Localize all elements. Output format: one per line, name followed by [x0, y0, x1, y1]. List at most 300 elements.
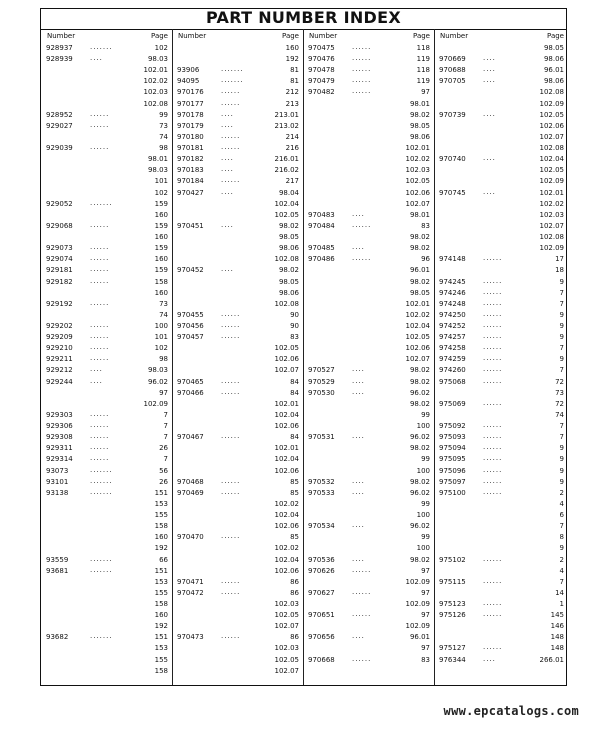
- index-row: [303, 410, 434, 420]
- index-row: [172, 477, 303, 487]
- index-row: [434, 454, 568, 464]
- leader-dots: ....: [90, 54, 103, 63]
- index-row: [434, 521, 568, 531]
- leader-dots: ......: [221, 487, 241, 496]
- page-reference: 192: [285, 55, 299, 64]
- part-number: 970178: [177, 110, 204, 119]
- index-row: [172, 121, 303, 131]
- index-row: [303, 76, 434, 86]
- page-reference: 98.02: [409, 399, 430, 408]
- index-row: [434, 199, 568, 209]
- page-reference: 96.02: [409, 433, 430, 442]
- page-reference: 81: [290, 66, 299, 75]
- leader-dots: ......: [352, 654, 372, 663]
- leader-dots: .......: [90, 465, 113, 474]
- index-row: [172, 321, 303, 331]
- part-number: 970181: [177, 144, 204, 153]
- page-reference: 102.05: [539, 166, 564, 175]
- index-row: [172, 254, 303, 264]
- index-row: [172, 165, 303, 175]
- index-row: [172, 443, 303, 453]
- index-row: [434, 232, 568, 242]
- page-reference: 216.01: [274, 155, 299, 164]
- page-reference: 102.02: [143, 77, 168, 86]
- leader-dots: ......: [221, 432, 241, 441]
- page-reference: 9: [559, 355, 564, 364]
- leader-dots: ....: [483, 154, 496, 163]
- leader-dots: ....: [483, 54, 496, 63]
- part-number: 970456: [177, 322, 204, 330]
- leader-dots: ......: [483, 487, 503, 496]
- page-reference: 90: [290, 322, 299, 330]
- part-number: 929306: [46, 422, 73, 431]
- leader-dots: ....: [352, 243, 365, 252]
- index-row: [303, 354, 434, 364]
- index-row: [303, 254, 434, 264]
- leader-dots: ....: [352, 365, 365, 374]
- page-reference: 102.05: [274, 344, 299, 353]
- page-reference: 83: [421, 221, 430, 230]
- page-reference: 98.03: [147, 366, 168, 375]
- part-number: 975102: [439, 555, 466, 564]
- part-number: 970183: [177, 166, 204, 175]
- index-row: [172, 510, 303, 520]
- index-row: [434, 488, 568, 498]
- page-reference: 98.02: [278, 221, 299, 230]
- page-reference: 98.05: [409, 288, 430, 297]
- part-number: 975100: [439, 488, 466, 497]
- page-reference: 159: [154, 266, 168, 275]
- part-number: 970532: [308, 477, 335, 486]
- index-row: [434, 76, 568, 86]
- index-row: [303, 277, 434, 287]
- index-row: [41, 432, 172, 442]
- leader-dots: ....: [483, 109, 496, 118]
- page-reference: 101: [154, 333, 168, 342]
- page-reference: 7: [559, 288, 564, 297]
- page-header: Page: [151, 32, 168, 40]
- index-row: [303, 577, 434, 587]
- leader-dots: ......: [483, 321, 503, 329]
- leader-dots: ......: [352, 76, 372, 85]
- page-reference: 7: [559, 577, 564, 586]
- page-reference: 102.04: [274, 410, 299, 419]
- page-reference: 158: [154, 277, 168, 286]
- page-reference: 98.05: [543, 44, 564, 52]
- page-reference: 98.02: [409, 377, 430, 386]
- page-reference: 160: [154, 210, 168, 219]
- leader-dots: ......: [90, 454, 110, 463]
- page-reference: 7: [163, 433, 168, 442]
- page-reference: 151: [154, 566, 168, 575]
- page-reference: 99: [421, 455, 430, 464]
- index-row: [172, 666, 303, 676]
- page-title: PART NUMBER INDEX: [205, 8, 402, 27]
- leader-dots: ......: [483, 443, 503, 452]
- page-reference: 102: [154, 344, 168, 353]
- index-row: [303, 310, 434, 320]
- page-reference: 102.07: [274, 366, 299, 375]
- index-row: [434, 577, 568, 587]
- page-reference: 158: [154, 522, 168, 531]
- page-reference: 98.05: [278, 233, 299, 242]
- leader-dots: ......: [221, 143, 241, 152]
- leader-dots: ......: [352, 43, 372, 51]
- part-number: 970479: [308, 77, 335, 86]
- index-row: [41, 199, 172, 209]
- part-number: 970472: [177, 588, 204, 597]
- index-row: [434, 143, 568, 153]
- part-number: 970469: [177, 488, 204, 497]
- part-number: 970536: [308, 555, 335, 564]
- page-reference: 9: [559, 277, 564, 286]
- index-row: [172, 65, 303, 75]
- page-reference: 153: [154, 499, 168, 508]
- page-reference: 102.07: [405, 199, 430, 208]
- index-row: [434, 510, 568, 520]
- index-row: [41, 377, 172, 387]
- index-row: [172, 299, 303, 309]
- page-reference: 99: [421, 533, 430, 542]
- part-number: 928937: [46, 44, 73, 52]
- page-reference: 26: [159, 444, 168, 453]
- part-number: 974257: [439, 333, 466, 342]
- index-row: [172, 499, 303, 509]
- index-row: [41, 666, 172, 676]
- index-row: [434, 54, 568, 64]
- leader-dots: ......: [483, 309, 503, 318]
- leader-dots: .......: [90, 565, 113, 574]
- index-frame: [40, 8, 567, 686]
- page-reference: 73: [159, 299, 168, 308]
- part-number: 970180: [177, 132, 204, 141]
- part-number: 929192: [46, 299, 73, 308]
- index-row: [434, 321, 568, 331]
- index-row: [303, 176, 434, 186]
- index-row: [303, 188, 434, 198]
- page-reference: 102.04: [539, 155, 564, 164]
- part-number: 974260: [439, 366, 466, 375]
- index-row: [434, 43, 568, 53]
- page-reference: 102.05: [405, 333, 430, 342]
- part-number: 970739: [439, 110, 466, 119]
- part-number: 970705: [439, 77, 466, 86]
- index-row: [41, 265, 172, 275]
- leader-dots: ......: [90, 143, 110, 152]
- index-row: [303, 532, 434, 542]
- index-row: [303, 87, 434, 97]
- part-number: 970177: [177, 99, 204, 108]
- page-reference: 85: [290, 488, 299, 497]
- page-reference: 119: [416, 77, 430, 86]
- page-reference: 98.01: [409, 99, 430, 108]
- leader-dots: .......: [90, 198, 113, 207]
- page-reference: 96: [421, 255, 430, 264]
- page-reference: 148: [550, 644, 564, 653]
- page-reference: 102.03: [405, 166, 430, 175]
- leader-dots: ....: [483, 654, 496, 663]
- index-row: [41, 354, 172, 364]
- leader-dots: ....: [352, 209, 365, 218]
- page-reference: 102.08: [539, 144, 564, 153]
- leader-dots: ....: [352, 476, 365, 485]
- leader-dots: ......: [90, 220, 110, 229]
- index-row: [303, 321, 434, 331]
- part-number: 975127: [439, 644, 466, 653]
- index-row: [303, 243, 434, 253]
- part-number: 970470: [177, 533, 204, 542]
- page-reference: 9: [559, 322, 564, 330]
- part-number: 975093: [439, 433, 466, 442]
- page-reference: 9: [559, 455, 564, 464]
- leader-dots: ....: [352, 387, 365, 396]
- page-reference: 98: [159, 355, 168, 364]
- index-row: [434, 643, 568, 653]
- index-row: [172, 399, 303, 409]
- page-reference: 102.05: [274, 210, 299, 219]
- leader-dots: ....: [221, 154, 234, 163]
- leader-dots: ......: [221, 476, 241, 485]
- index-row: [434, 87, 568, 97]
- index-row: [172, 221, 303, 231]
- part-number: 970486: [308, 255, 335, 264]
- leader-dots: ......: [90, 443, 110, 452]
- page-reference: 102.04: [274, 455, 299, 464]
- index-row: [41, 210, 172, 220]
- leader-dots: ......: [221, 87, 241, 96]
- index-row: [434, 421, 568, 431]
- page-reference: 96.01: [543, 66, 564, 75]
- leader-dots: ......: [90, 343, 110, 352]
- part-number: 975115: [439, 577, 466, 586]
- leader-dots: .......: [90, 554, 113, 563]
- page-reference: 7: [559, 366, 564, 375]
- page-reference: 102.05: [274, 655, 299, 664]
- part-number: 976344: [439, 655, 466, 664]
- leader-dots: ......: [221, 309, 241, 318]
- leader-dots: ....: [90, 376, 103, 385]
- part-number: 929068: [46, 221, 73, 230]
- number-header: Number: [47, 32, 76, 40]
- page-reference: 98.06: [278, 244, 299, 253]
- page-reference: 98.01: [409, 210, 430, 219]
- page-reference: 100: [416, 422, 430, 431]
- page-reference: 99: [421, 410, 430, 419]
- leader-dots: ......: [90, 265, 110, 274]
- part-number: 93101: [46, 477, 69, 486]
- page-reference: 102.09: [539, 244, 564, 253]
- leader-dots: ......: [221, 587, 241, 596]
- page-reference: 102.06: [405, 188, 430, 197]
- leader-dots: ......: [483, 376, 503, 385]
- index-row: [303, 299, 434, 309]
- index-row: [303, 143, 434, 153]
- page-reference: 145: [550, 611, 564, 620]
- page-reference: 98.04: [278, 188, 299, 197]
- part-number: 970485: [308, 244, 335, 253]
- page-reference: 73: [555, 388, 564, 397]
- index-row: [303, 377, 434, 387]
- leader-dots: ....: [352, 632, 365, 641]
- leader-dots: ......: [221, 321, 241, 329]
- index-row: [434, 343, 568, 353]
- index-row: [41, 510, 172, 520]
- index-row: [41, 421, 172, 431]
- page-reference: 100: [416, 466, 430, 475]
- index-row: [434, 477, 568, 487]
- leader-dots: .......: [221, 65, 244, 74]
- part-number: 93682: [46, 633, 69, 642]
- part-number: 94095: [177, 77, 200, 86]
- part-number: 975095: [439, 455, 466, 464]
- part-number: 970468: [177, 477, 204, 486]
- index-row: [41, 488, 172, 498]
- part-number: 93138: [46, 488, 69, 497]
- index-row: [434, 532, 568, 542]
- index-row: [303, 165, 434, 175]
- page-reference: 102.07: [405, 355, 430, 364]
- page-reference: 98.01: [147, 155, 168, 164]
- index-row: [303, 521, 434, 531]
- leader-dots: ......: [221, 387, 241, 396]
- index-row: [41, 577, 172, 587]
- page-reference: 102.09: [405, 600, 430, 608]
- page-reference: 85: [290, 477, 299, 486]
- index-row: [41, 621, 172, 631]
- index-row: [41, 499, 172, 509]
- page-reference: 217: [285, 177, 299, 186]
- page-reference: 2: [559, 488, 564, 497]
- index-row: [172, 132, 303, 142]
- part-number: 929314: [46, 455, 73, 464]
- leader-dots: ....: [352, 554, 365, 563]
- index-row: [41, 54, 172, 64]
- index-row: [41, 110, 172, 120]
- page-reference: 4: [559, 566, 564, 575]
- leader-dots: ......: [483, 254, 503, 263]
- page-reference: 56: [159, 466, 168, 475]
- index-row: [434, 543, 568, 553]
- index-row: [172, 277, 303, 287]
- part-number: 974246: [439, 288, 466, 297]
- watermark-url: www.epcatalogs.com: [443, 704, 579, 718]
- page-reference: 14: [555, 588, 564, 597]
- part-number: 975092: [439, 422, 466, 431]
- index-row: [434, 121, 568, 131]
- index-row: [303, 599, 434, 609]
- index-row: [41, 532, 172, 542]
- page-reference: 102.07: [539, 221, 564, 230]
- page-reference: 159: [154, 244, 168, 253]
- page-reference: 102.01: [274, 399, 299, 408]
- part-number: 974252: [439, 322, 466, 330]
- part-number: 975094: [439, 444, 466, 453]
- index-row: [41, 310, 172, 320]
- leader-dots: .......: [90, 476, 113, 485]
- page-reference: 102.01: [143, 66, 168, 75]
- page-reference: 83: [290, 333, 299, 342]
- index-row: [41, 65, 172, 75]
- part-number: 929209: [46, 333, 73, 342]
- leader-dots: ....: [352, 432, 365, 441]
- leader-dots: ......: [221, 176, 241, 185]
- part-number: 970452: [177, 266, 204, 275]
- index-row: [434, 566, 568, 576]
- part-number: 970176: [177, 88, 204, 97]
- index-row: [41, 399, 172, 409]
- page-reference: 158: [154, 666, 168, 675]
- part-number: 93559: [46, 555, 69, 564]
- index-row: [303, 655, 434, 665]
- index-row: [303, 99, 434, 109]
- index-row: [172, 343, 303, 353]
- leader-dots: .......: [90, 487, 113, 496]
- leader-dots: ....: [352, 521, 365, 530]
- page-reference: 74: [555, 410, 564, 419]
- leader-dots: ......: [90, 120, 110, 129]
- index-row: [434, 655, 568, 665]
- leader-dots: ......: [221, 131, 241, 140]
- part-number: 970531: [308, 433, 335, 442]
- page-reference: 98.02: [409, 110, 430, 119]
- page-reference: 102.06: [274, 355, 299, 364]
- index-row: [303, 477, 434, 487]
- page-header: Page: [413, 32, 430, 40]
- leader-dots: ......: [483, 476, 503, 485]
- index-row: [41, 566, 172, 576]
- index-row: [303, 265, 434, 275]
- part-number: 928952: [46, 110, 73, 119]
- index-row: [41, 43, 172, 53]
- index-row: [303, 643, 434, 653]
- index-row: [434, 265, 568, 275]
- leader-dots: ......: [90, 432, 110, 441]
- page-reference: 7: [559, 422, 564, 431]
- page-reference: 102: [154, 44, 168, 52]
- index-row: [434, 499, 568, 509]
- page-reference: 99: [159, 110, 168, 119]
- number-header: Number: [440, 32, 469, 40]
- part-number: 970455: [177, 310, 204, 319]
- part-number: 929202: [46, 322, 73, 330]
- part-number: 970533: [308, 488, 335, 497]
- index-row: [41, 365, 172, 375]
- part-number: 970184: [177, 177, 204, 186]
- index-row: [41, 321, 172, 331]
- index-row: [172, 621, 303, 631]
- part-number: 970457: [177, 333, 204, 342]
- part-number: 970182: [177, 155, 204, 164]
- index-row: [172, 577, 303, 587]
- index-row: [303, 54, 434, 64]
- page-reference: 102.03: [274, 644, 299, 653]
- index-row: [41, 165, 172, 175]
- index-row: [172, 643, 303, 653]
- page-reference: 84: [290, 377, 299, 386]
- leader-dots: ......: [221, 332, 241, 341]
- page-reference: 4: [559, 499, 564, 508]
- page-reference: 96.02: [409, 488, 430, 497]
- page-reference: 102.07: [274, 666, 299, 675]
- leader-dots: ....: [483, 65, 496, 74]
- leader-dots: ....: [221, 109, 234, 118]
- page-reference: 8: [559, 533, 564, 542]
- page-reference: 102.09: [539, 99, 564, 108]
- page-reference: 98.05: [409, 121, 430, 130]
- page-reference: 151: [154, 633, 168, 642]
- index-row: [41, 388, 172, 398]
- page-reference: 102.06: [274, 466, 299, 475]
